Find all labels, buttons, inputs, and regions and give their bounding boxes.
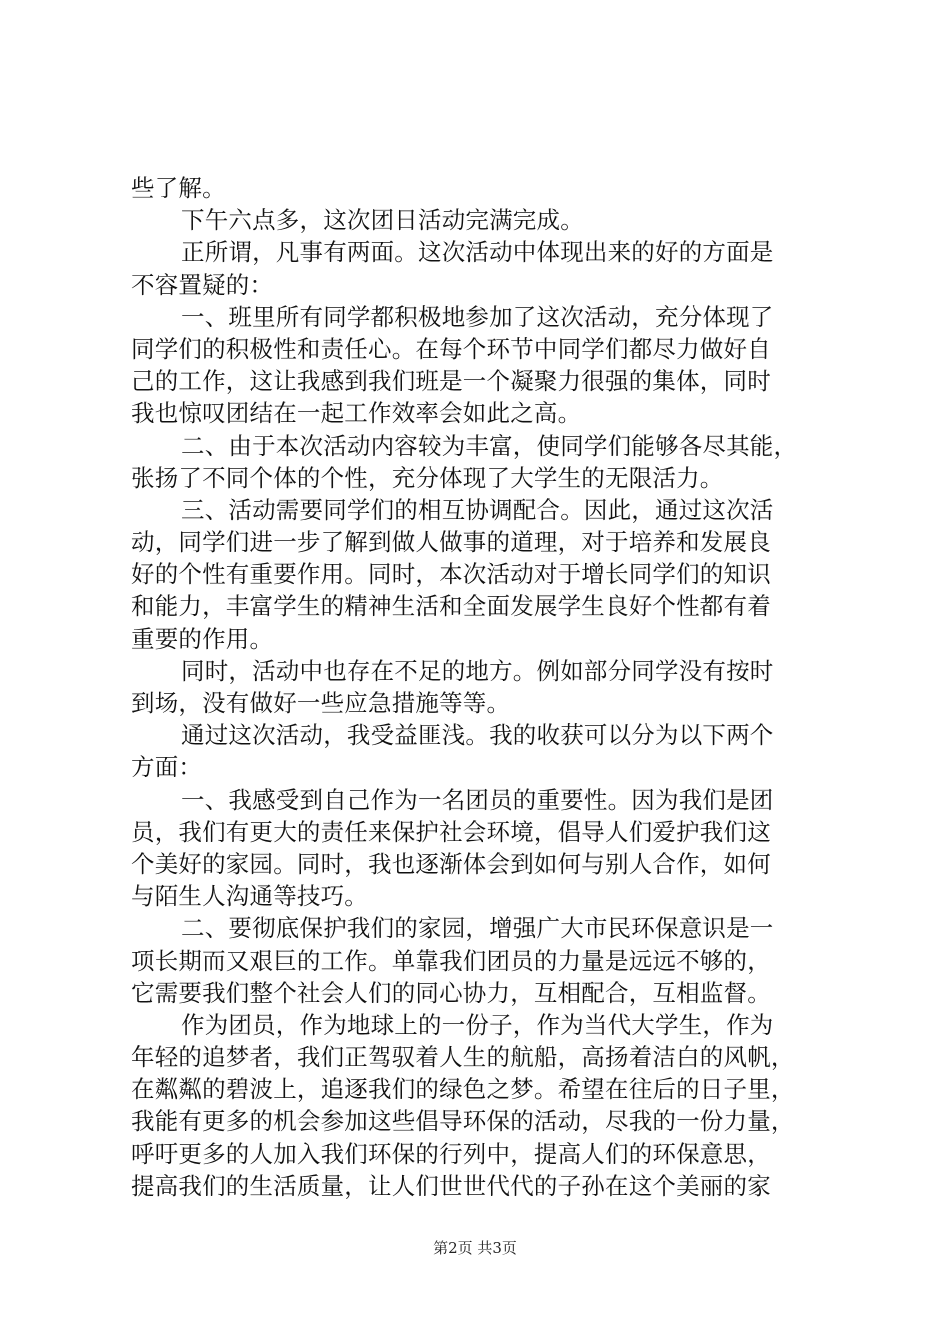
body-text <box>131 172 831 1202</box>
text-line: 张扬了不同个体的个性，充分体现了大学生的无限活力。 <box>131 463 724 492</box>
text-line: 己的工作，这让我感到我们班是一个凝聚力很强的集体，同时 <box>131 367 771 396</box>
text-line: 我能有更多的机会参加这些倡导环保的活动，尽我的一份力量， <box>131 1107 795 1136</box>
text-line: 个美好的家园。同时，我也逐渐体会到如何与别人合作，如何 <box>131 849 771 878</box>
text-line: 下午六点多，这次团日活动完满完成。 <box>181 206 584 235</box>
text-line: 正所谓，凡事有两面。这次活动中体现出来的好的方面是 <box>181 238 774 267</box>
text-line: 同学们的积极性和责任心。在每个环节中同学们都尽力做好自 <box>131 334 771 363</box>
text-line: 同时，活动中也存在不足的地方。例如部分同学没有按时 <box>181 656 774 685</box>
text-line: 二、要彻底保护我们的家园，增强广大市民环保意识是一 <box>181 914 774 943</box>
text-line: 三、活动需要同学们的相互协调配合。因此，通过这次活 <box>181 495 774 524</box>
text-line: 在粼粼的碧波上，追逐我们的绿色之梦。希望在往后的日子里， <box>131 1075 795 1104</box>
text-line: 到场，没有做好一些应急措施等等。 <box>131 689 511 717</box>
text-line: 项长期而又艰巨的工作。单靠我们团员的力量是远远不够的， <box>131 946 771 975</box>
text-line: 和能力，丰富学生的精神生活和全面发展学生良好个性都有着 <box>131 592 771 621</box>
text-line: 动，同学们进一步了解到做人做事的道理，对于培养和发展良 <box>131 528 771 557</box>
page-number-footer: 第2页 共3页 <box>433 1239 517 1257</box>
text-line: 一、班里所有同学都积极地参加了这次活动，充分体现了 <box>181 302 774 331</box>
text-line: 年轻的追梦者，我们正驾驭着人生的航船，高扬着洁白的风帆， <box>131 1043 795 1072</box>
text-line: 与陌生人沟通等技巧。 <box>131 882 368 911</box>
text-line: 一、我感受到自己作为一名团员的重要性。因为我们是团 <box>181 785 774 814</box>
text-line: 些了解。 <box>131 174 226 202</box>
text-line: 重要的作用。 <box>131 624 274 653</box>
text-line: 不容置疑的： <box>131 270 274 299</box>
text-line: 它需要我们整个社会人们的同心协力，互相配合，互相监督。 <box>131 978 771 1007</box>
text-line: 我也惊叹团结在一起工作效率会如此之高。 <box>131 399 582 428</box>
text-line: 作为团员，作为地球上的一份子，作为当代大学生，作为 <box>181 1010 774 1039</box>
text-line: 员，我们有更大的责任来保护社会环境，倡导人们爱护我们这 <box>131 817 771 846</box>
text-line: 呼吁更多的人加入我们环保的行列中，提高人们的环保意思， <box>131 1139 771 1168</box>
text-line: 二、由于本次活动内容较为丰富，使同学们能够各尽其能， <box>181 431 798 460</box>
text-line: 好的个性有重要作用。同时，本次活动对于增长同学们的知识 <box>131 560 771 589</box>
text-line: 提高我们的生活质量，让人们世世代代的子孙在这个美丽的家 <box>131 1171 771 1200</box>
text-line: 通过这次活动，我受益匪浅。我的收获可以分为以下两个 <box>181 721 774 750</box>
text-line: 方面： <box>131 753 203 782</box>
